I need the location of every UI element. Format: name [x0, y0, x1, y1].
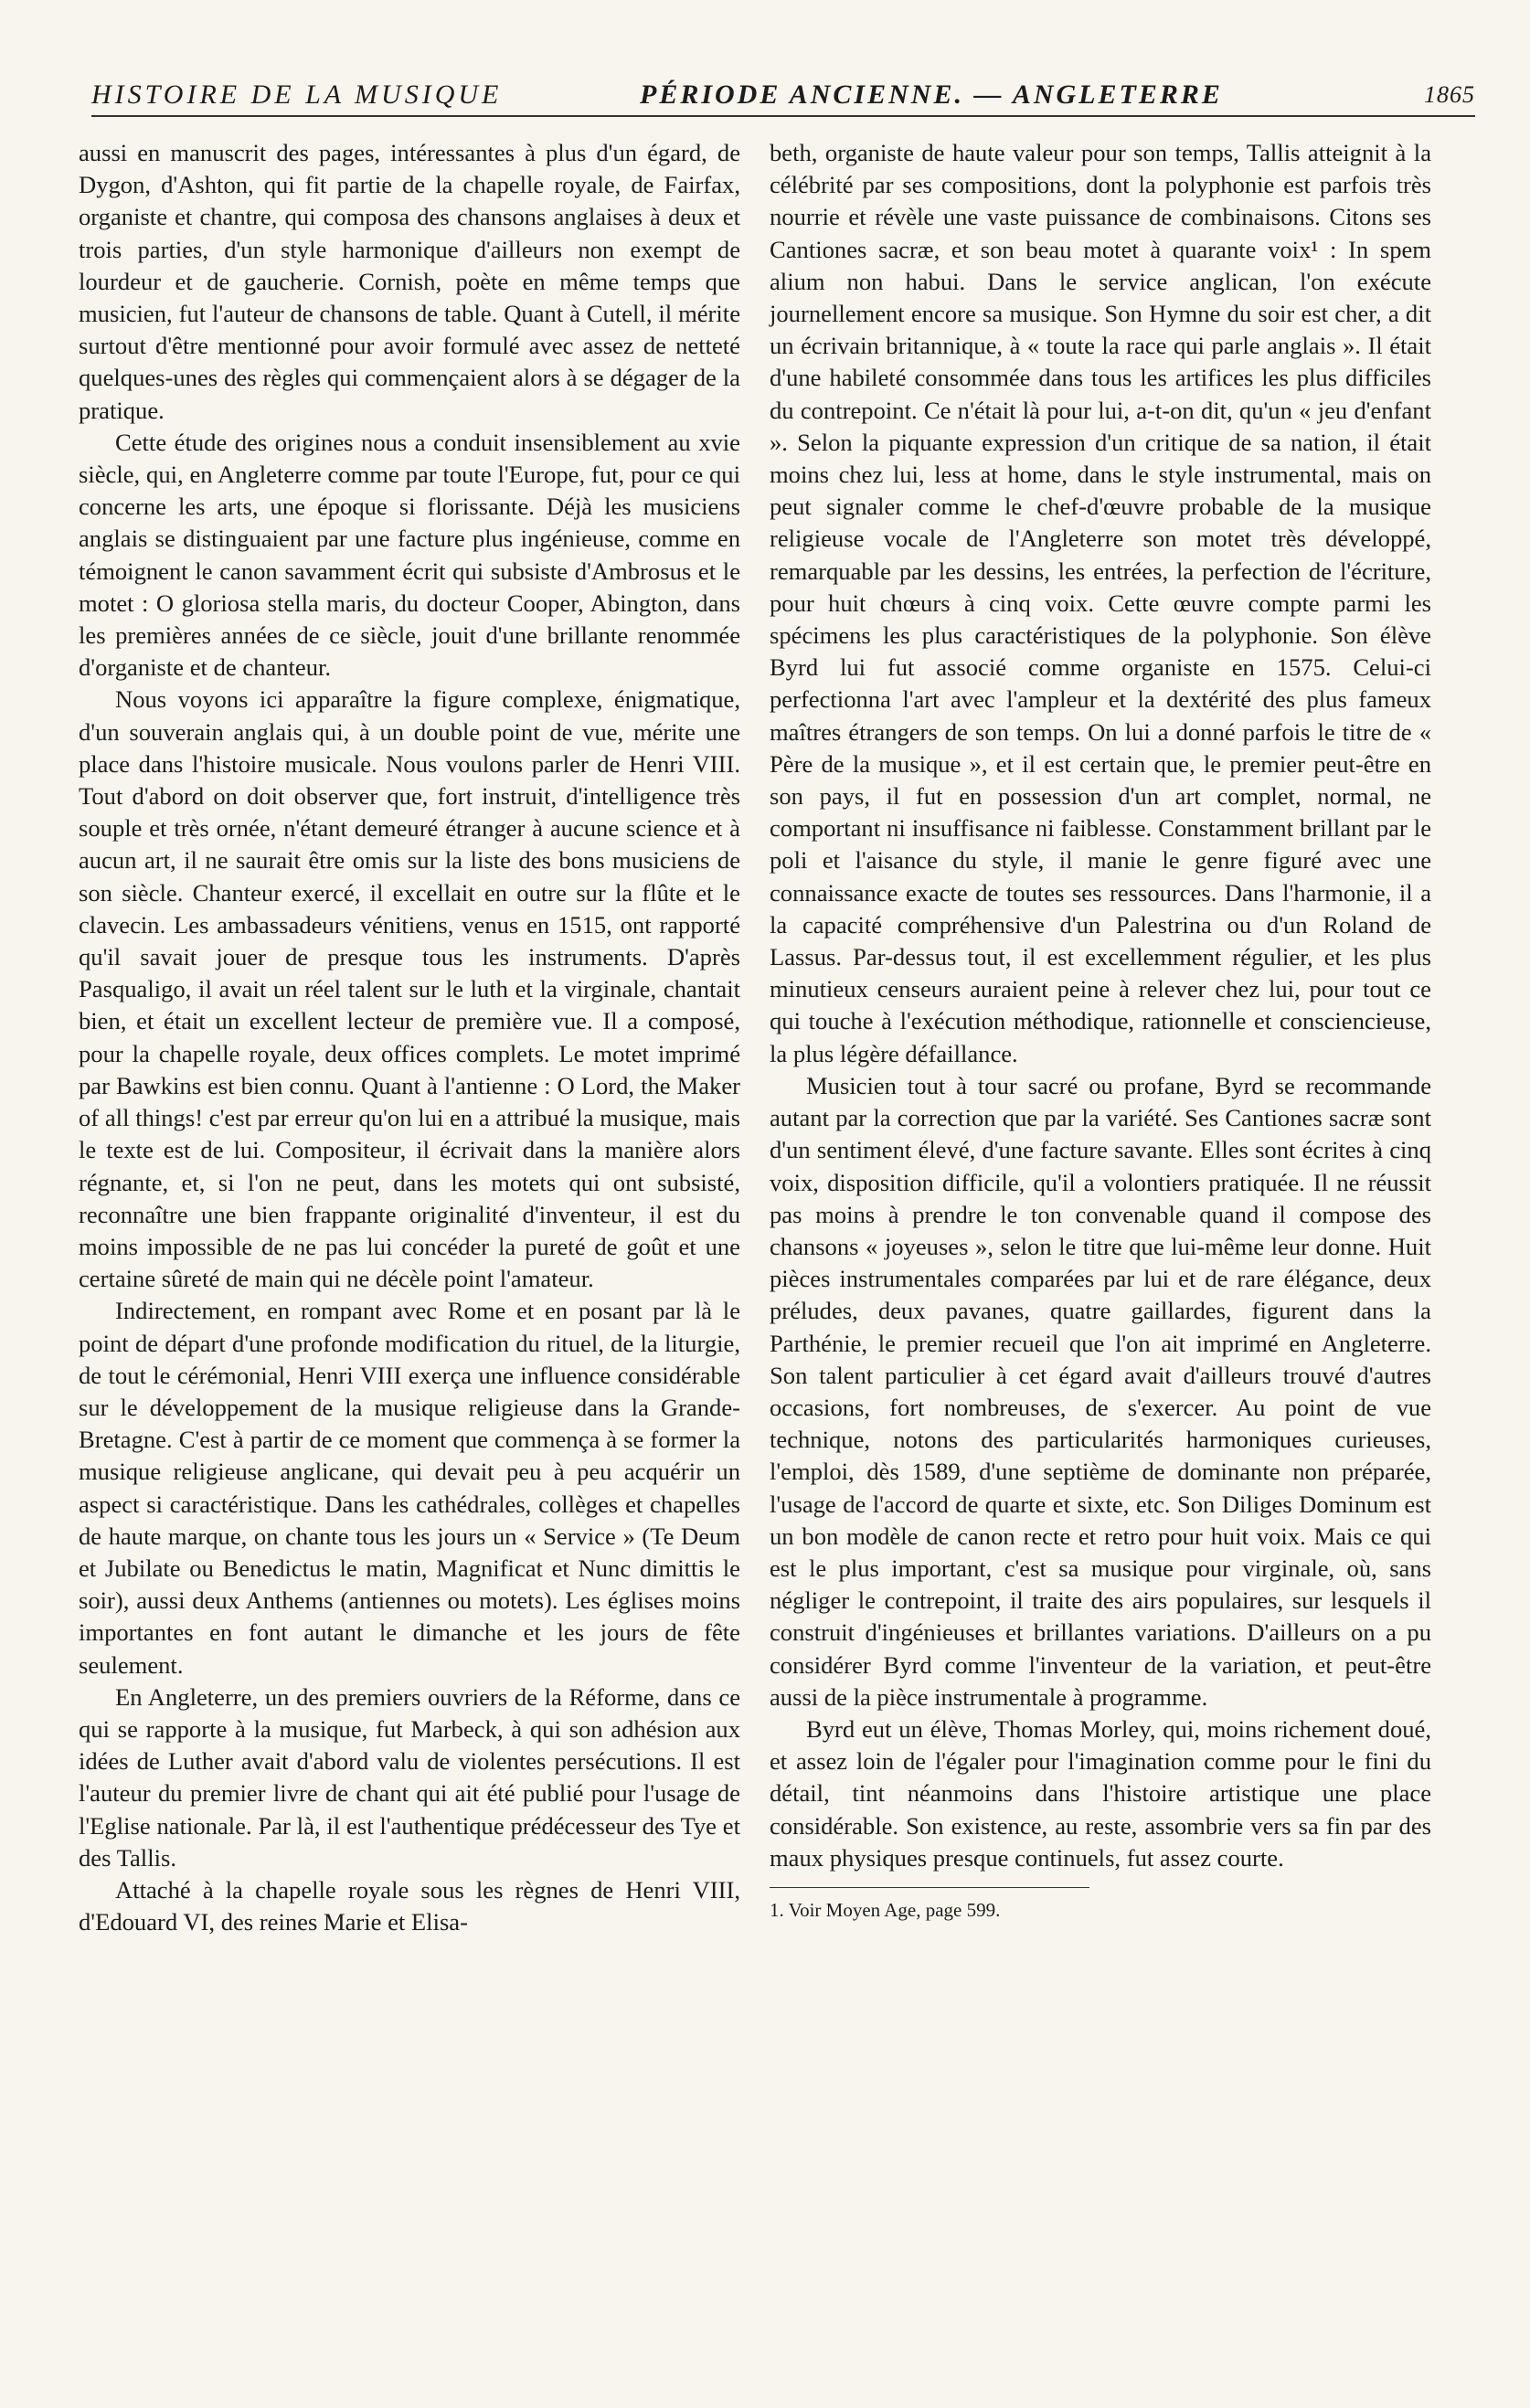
- paragraph: Indirectement, en rompant avec Rome et en posant par là le point de départ d'une profonde modification du rituel, de la liturgie, de tout le cérémonial, Henri VIII exerça une influence considérable sur le développement de la musique religieuse dans la Grande-Bretagne. C'est à partir de ce moment que commença à se former la musique religieuse anglicane, qui devait peu à peu acquérir un aspect si caractéristique. Dans les cathédrales, collèges et chapelles de haute marque, on chante tous les jours un « Service » (Te Deum et Jubilate ou Benedictus le matin, Magnificat et Nunc dimittis le soir), aussi deux Anthems (antiennes ou motets). Les églises moins importantes en font autant le dimanche et les jours de fête seulement.: [79, 1297, 740, 1679]
- header-section-title: PÉRIODE ANCIENNE. — ANGLETERRE: [640, 80, 1223, 110]
- paragraph: beth, organiste de haute valeur pour son temps, Tallis atteignit à la célébrité par ses compositions, dont la polyphonie est parfois très nourrie et révèle une vaste puissance de combinaisons. Citons ses Cantiones sacræ, et son beau motet à quarante voix¹ : In spem alium non habui. Dans le service anglican, l'on exécute journellement encore sa musique. Son Hymne du soir est cher, a dit un écrivain britannique, à « toute la race qui parle anglais ». Il était d'une habileté consommée dans tous les artifices les plus difficiles du contrepoint. Ce n'était là pour lui, a-t-on dit, qu'un « jeu d'enfant ». Selon la piquante expression d'un critique de sa nation, il était moins chez lui, less at home, dans le style instrumental, mais on peut signaler comme le chef-d'œuvre probable de la musique religieuse vocale de l'Angleterre son motet très développé, remarquable par les dessins, les entrées, la perfection de l'écriture, pour huit chœurs à cinq voix. Cette œuvre compte parmi les spécimens les plus caractéristiques de la polyphonie. Son élève Byrd lui fut associé comme organiste en 1575. Celui-ci perfectionna l'art avec l'ampleur et la dextérité des plus fameux maîtres étrangers de son temps. On lui a donné parfois le titre de « Père de la musique », et il est certain que, le premier peut-être en son pays, il fut en possession d'un art complet, normal, ne comportant ni insuffisance ni faiblesse. Constamment brillant par le poli et l'aisance du style, il manie le genre figuré avec une connaissance exacte de toutes ses ressources. Dans l'harmonie, il a la capacité compréhensive d'un Palestrina ou d'un Roland de Lassus. Par-dessus tout, il est excellemment régulier, et les plus minutieux censeurs auraient peine à relever chez lui, pour tout ce qui touche à l'exécution méthodique, rationnelle et consciencieuse, la plus légère défaillance.: [770, 139, 1431, 1067]
- running-header: [91, 79, 1475, 117]
- paragraph: En Angleterre, un des premiers ouvriers de la Réforme, dans ce qui se rapporte à la musique, fut Marbeck, à qui son adhésion aux idées de Luther avait d'abord valu de violentes persécutions. Il est l'auteur du premier livre de chant qui ait été publié pour l'usage de l'Eglise nationale. Par là, il est l'authentique prédécesseur des Tye et des Tallis.: [79, 1682, 740, 1872]
- left-column: [79, 137, 740, 1938]
- footnote-divider: [770, 1887, 1089, 1888]
- page-number: 1865: [1424, 81, 1475, 108]
- paragraph: Attaché à la chapelle royale sous les règnes de Henri VIII, d'Edouard VI, des reines Marie et Elisa-: [79, 1875, 740, 1936]
- paragraph: Cette étude des origines nous a conduit insensiblement au xvie siècle, qui, en Angleterre comme par toute l'Europe, fut, pour ce qui concerne les arts, une époque si florissante. Déjà les musiciens anglais se distinguaient par une facture plus ingénieuse, comme en témoignent le canon savamment écrit qui subsiste d'Ambrosus et le motet : O gloriosa stella maris, du docteur Cooper, Abington, dans les premières années de ce siècle, jouit d'une brillante renommée d'organiste et de chanteur.: [79, 428, 740, 682]
- paragraph: aussi en manuscrit des pages, intéressantes à plus d'un égard, de Dygon, d'Ashton, qui fit partie de la chapelle royale, de Fairfax, organiste et chantre, qui composa des chansons anglaises à deux et trois parties, d'un style harmonique d'ailleurs non exempt de lourdeur et de gaucherie. Cornish, poète en même temps que musicien, fut l'auteur de chansons de table. Quant à Cutell, il mérite surtout d'être mentionné pour avoir formulé avec assez de netteté quelques-unes des règles qui commençaient alors à se dégager de la pratique.: [79, 139, 740, 424]
- header-left-title: HISTOIRE DE LA MUSIQUE: [91, 80, 503, 110]
- paragraph: Musicien tout à tour sacré ou profane, Byrd se recommande autant par la correction que par la variété. Ses Cantiones sacræ sont d'un sentiment élevé, d'une facture savante. Elles sont écrites à cinq voix, disposition difficile, qu'il a volontiers pratiquée. Il ne réussit pas moins à prendre le ton convenable quand il compose des chansons « joyeuses », selon le titre que lui-même leur donne. Huit pièces instrumentales comparées par lui et de rare élégance, deux préludes, deux pavanes, quatre gaillardes, figurent dans la Parthénie, le premier recueil que l'on ait imprimé en Angleterre. Son talent particulier à cet égard avait d'ailleurs trouvé d'autres occasions, fort nombreuses, de s'exercer. Au point de vue technique, notons des particularités harmoniques curieuses, l'emploi, dès 1589, d'une septième de dominante non préparée, l'usage de l'accord de quarte et sixte, etc. Son Diliges Dominum est un bon modèle de canon recte et retro pour huit voix. Mais ce qui est le plus important, c'est sa musique pour virginale, où, sans négliger le contrepoint, il traite des airs populaires, sur lesquels il construit d'ingénieuses et brillantes variations. D'ailleurs on a pu considérer Byrd comme l'inventeur de la variation, et peut-être aussi de la pièce instrumentale à programme.: [770, 1071, 1431, 1711]
- paragraph: Nous voyons ici apparaître la figure complexe, énigmatique, d'un souverain anglais qui, à un double point de vue, mérite une place dans l'histoire musicale. Nous voulons parler de Henri VIII. Tout d'abord on doit observer que, fort instruit, d'intelligence très souple et très ornée, n'étant demeuré étranger à aucune science et à aucun art, il ne saurait être omis sur la liste des bons musiciens de son siècle. Chanteur exercé, il excellait en outre sur la flûte et le clavecin. Les ambassadeurs vénitiens, venus en 1515, ont rapporté qu'il savait jouer de presque tous les instruments. D'après Pasqualigo, il avait un réel talent sur le luth et la virginale, chantait bien, et était un excellent lecteur de première vue. Il a composé, pour la chapelle royale, deux offices complets. Le motet imprimé par Bawkins est bien connu. Quant à l'antienne : O Lord, the Maker of all things! c'est par erreur qu'on lui en a attribué la musique, mais le texte est de lui. Compositeur, il écrivait dans la manière alors régnante, et, si l'on ne peut, dans les motets qui ont subsisté, reconnaître une bien frappante originalité d'inventeur, il est du moins impossible de ne pas lui concéder la pureté de goût et une certaine sûreté de main qui ne décèle point l'amateur.: [79, 685, 740, 1293]
- paragraph: Byrd eut un élève, Thomas Morley, qui, moins richement doué, et assez loin de l'égaler pour l'imagination comme pour le fini du détail, tint néanmoins dans l'histoire artistique une place considérable. Son existence, au reste, assombrie vers sa fin par des maux physiques presque continuels, fut assez courte.: [770, 1714, 1431, 1872]
- footnote: 1. Voir Moyen Age, page 599.: [770, 1898, 1001, 1921]
- right-column: [770, 137, 1431, 1923]
